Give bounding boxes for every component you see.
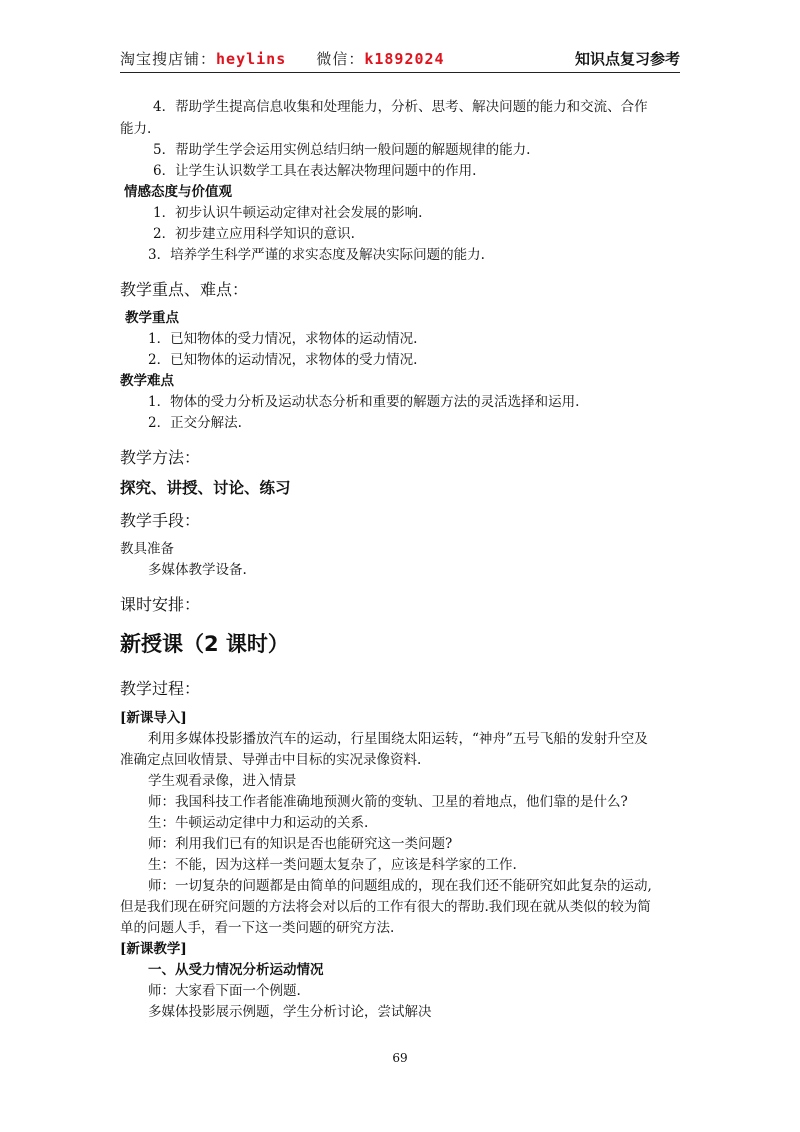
intro-line-9: 但是我们现在研究问题的方法将会对以后的工作有很大的帮助.我们现在就从类似的较为简: [120, 899, 651, 915]
tools-value: 多媒体教学设备.: [148, 562, 247, 578]
focus-title: 教学重点: [125, 310, 179, 326]
teaching-line-2: 多媒体投影展示例题，学生分析讨论，尝试解决: [148, 1004, 432, 1020]
difficulty-item-2: 2．正交分解法.: [148, 415, 242, 431]
attitude-item-1: 1．初步认识牛顿运动定律对社会发展的影响.: [153, 205, 423, 221]
wechat-id: k1892024: [364, 50, 445, 68]
header-title: 知识点复习参考: [574, 50, 680, 68]
teaching-tag: [新课教学]: [120, 941, 187, 957]
page-number: 69: [392, 1051, 408, 1065]
intro-line-8: 师：一切复杂的问题都是由简单的问题组成的，现在我们还不能研究如此复杂的运动,: [148, 878, 652, 894]
ability-item-6: 6．让学生认识数学工具在表达解决物理问题中的作用.: [153, 163, 477, 179]
intro-line-4: 师：我国科技工作者能准确地预测火箭的变轨、卫星的着地点，他们靠的是什么?: [148, 794, 628, 810]
intro-line-1: 利用多媒体投影播放汽车的运动，行星围绕太阳运转，“神舟”五号飞船的发射升空及: [148, 731, 648, 747]
intro-line-6: 师：利用我们已有的知识是否也能研究这一类问题?: [148, 836, 453, 852]
difficulty-item-1: 1．物体的受力分析及运动状态分析和重要的解题方法的灵活选择和运用.: [148, 394, 580, 410]
teaching-line-1: 师：大家看下面一个例题.: [148, 983, 301, 999]
intro-line-2: 准确定点回收情景、导弹击中目标的实况录像资料.: [120, 752, 422, 768]
process-heading: 教学过程：: [120, 679, 201, 698]
intro-line-3: 学生观看录像，进入情景: [148, 773, 297, 789]
means-heading: 教学手段：: [120, 511, 201, 530]
page-header: [120, 44, 680, 73]
difficulty-title: 教学难点: [120, 373, 174, 389]
header-shop-info: [120, 48, 445, 69]
shop-label: 淘宝搜店铺：: [120, 50, 217, 68]
attitude-item-2: 2．初步建立应用科学知识的意识.: [153, 226, 355, 242]
lesson-title: 新授课（2 课时）: [120, 632, 289, 656]
wechat-label: 微信：: [316, 50, 365, 68]
ability-item-4: 4．帮助学生提高信息收集和处理能力，分析、思考、解决问题的能力和交流、合作: [153, 99, 648, 115]
intro-line-7: 生：不能，因为这样一类问题太复杂了，应该是科学家的工作.: [148, 857, 517, 873]
intro-line-10: 单的问题人手，看一下这一类问题的研究方法.: [120, 920, 395, 936]
attitude-title: 情感态度与价值观: [124, 184, 232, 200]
intro-line-5: 生：牛顿运动定律中力和运动的关系.: [148, 815, 369, 831]
attitude-item-3: 3．培养学生科学严谨的求实态度及解决实际问题的能力.: [148, 247, 485, 263]
tools-label: 教具准备: [120, 541, 174, 557]
focus-item-1: 1．已知物体的受力情况，求物体的运动情况.: [148, 331, 418, 347]
schedule-heading: 课时安排：: [120, 595, 201, 614]
intro-tag: [新课导入]: [120, 710, 187, 726]
methods-heading: 教学方法：: [120, 448, 201, 467]
key-points-heading: 教学重点、难点：: [120, 280, 249, 299]
focus-item-2: 2．已知物体的运动情况，求物体的受力情况.: [148, 352, 418, 368]
shop-name: heylins: [216, 50, 287, 68]
ability-item-5: 5．帮助学生学会运用实例总结归纳一般问题的解题规律的能力.: [153, 142, 531, 158]
section-title: 一、从受力情况分析运动情况: [148, 962, 324, 978]
methods-value: 探究、讲授、讨论、练习: [120, 479, 291, 497]
ability-item-4-cont: 能力.: [120, 121, 152, 137]
